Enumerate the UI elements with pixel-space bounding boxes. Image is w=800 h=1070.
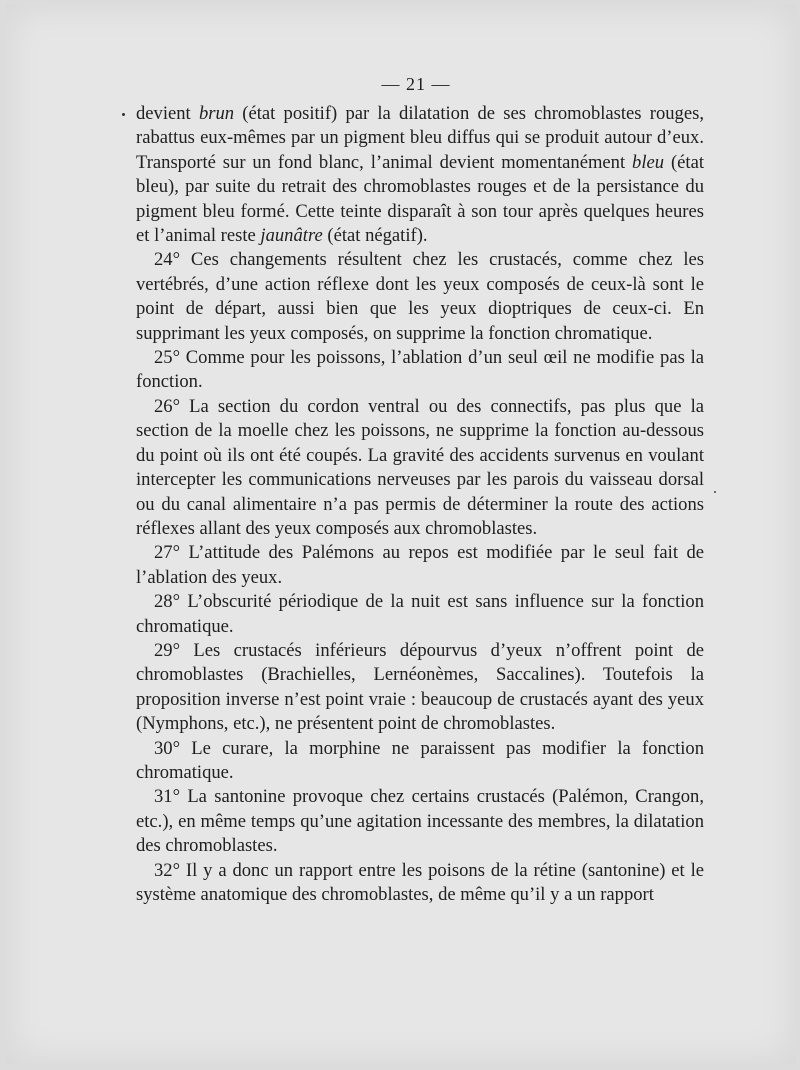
- italic-text: brun: [198, 103, 235, 124]
- text-run: (état bleu), par suite du retrait des chromoblastes rouges et de la persistance du pigment bleu formé. Cette teinte disparaît à son tour après quelques heures et l’animal reste: [136, 151, 704, 247]
- text-run: (état positif) par la dilatation de ses chromoblastes rouges, rabattus eux-mêmes par un pigment bleu diffus qui se produit autour d’eux. Transporté sur un fond blanc, l’animal devient momentanément: [136, 103, 704, 173]
- text-run: 25° Comme pour les poissons, l’ablation d’un seul œil ne modifie pas la fonction.: [136, 347, 704, 393]
- body-text: [136, 102, 704, 907]
- paragraph-30: [136, 737, 704, 786]
- text-run: 29° Les crustacés inférieurs dépourvus d’yeux n’offrent point de chromoblastes (Brachielles, Lernéonèmes, Saccalines). Toutefois la proposition inverse n’est point vraie : beaucoup de crustacés ayant des yeux (Nymphons, etc.), ne présentent point de chromoblastes.: [136, 639, 704, 735]
- paragraph-25: [136, 346, 704, 395]
- paragraph-32: [136, 859, 704, 908]
- paragraph-31: [136, 785, 704, 858]
- paragraph-28: [136, 590, 704, 639]
- text-run: 31° La santonine provoque chez certains crustacés (Palémon, Crangon, etc.), en même temps qu’une agitation incessante des membres, la dilatation des chromoblastes.: [136, 786, 704, 857]
- book-page: [6, 4, 796, 1064]
- italic-text: jaunâtre: [260, 225, 323, 247]
- text-run: 28° L’obscurité périodique de la nuit est sans influence sur la fonction chromatique.: [136, 591, 704, 637]
- margin-mark: [122, 113, 125, 116]
- margin-mark: [714, 491, 716, 493]
- paragraph-27: [136, 541, 704, 590]
- paragraph-26: [136, 395, 704, 541]
- paragraph-continuation: [136, 102, 704, 248]
- italic-text: bleu: [632, 151, 665, 173]
- text-run: 27° L’attitude des Palémons au repos est modifiée par le seul fait de l’ablation des yeux.: [136, 542, 704, 588]
- paragraph-24: [136, 248, 704, 346]
- text-run: 24° Ces changements résultent chez les crustacés, comme chez les vertébrés, d’une action réflexe dont les yeux composés de ceux-là sont le point de départ, aussi bien que les yeux dioptriques de ceux-ci. En supprimant les yeux composés, on supprime la fonction chromatique.: [136, 249, 704, 344]
- text-run: 30° Le curare, la morphine ne paraissent pas modifier la fonction chromatique.: [136, 737, 704, 783]
- page-number: — 21 —: [381, 74, 451, 94]
- text-run: 32° Il y a donc un rapport entre les poisons de la rétine (santonine) et le système anatomique des chromoblastes, de même qu’il y a un rapport: [136, 859, 704, 905]
- text-run: devient: [136, 103, 199, 124]
- text-run: 26° La section du cordon ventral ou des connectifs, pas plus que la section de la moelle chez les poissons, ne supprime la fonction au-dessous du point où ils ont été coupés. La gravité des accidents survenus en voulant intercepter les communications nerveuses par les parois du vaisseau dorsal ou du canal alimentaire n’a pas permis de déterminer la route des actions réflexes allant des yeux composés aux chromoblastes.: [136, 395, 704, 539]
- paragraph-29: [136, 639, 704, 737]
- text-run: (état négatif).: [322, 225, 428, 247]
